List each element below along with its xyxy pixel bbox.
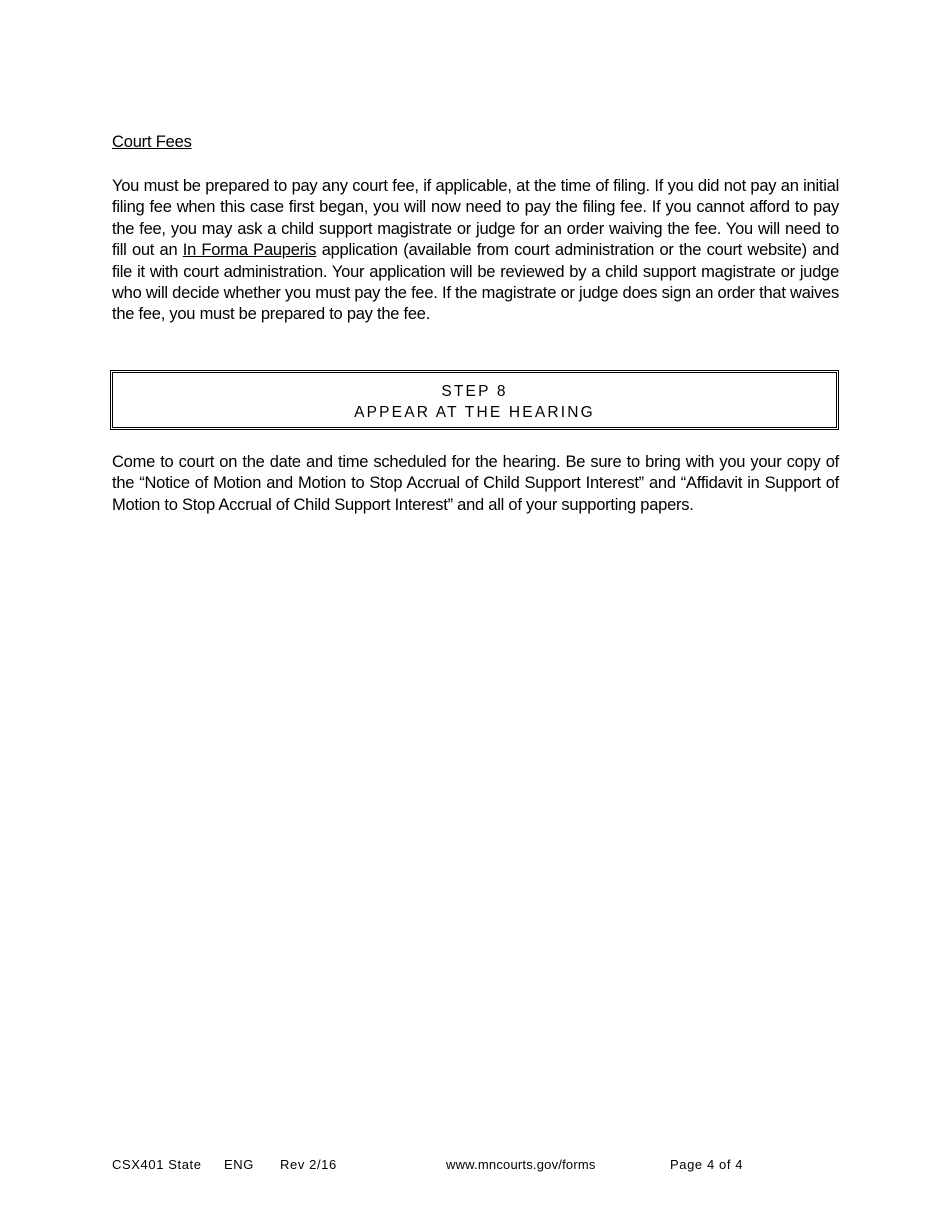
step-number: STEP 8 xyxy=(441,383,508,400)
step-title: APPEAR AT THE HEARING xyxy=(354,404,595,421)
footer-revision: Rev 2/16 xyxy=(280,1157,337,1172)
section-heading-court-fees: Court Fees xyxy=(112,133,192,151)
footer-language: ENG xyxy=(224,1157,254,1172)
footer-url: www.mncourts.gov/forms xyxy=(446,1157,596,1172)
in-forma-pauperis-term: In Forma Pauperis xyxy=(182,241,317,260)
step-8-box xyxy=(110,370,839,430)
footer-page-number: Page 4 of 4 xyxy=(670,1157,744,1172)
court-fees-paragraph xyxy=(112,176,839,326)
footer-form-id: CSX401 State xyxy=(112,1157,202,1172)
court-fees-text-part2: application (available from court administration or the court website) and file it with court administration. Your application will be reviewed by a child support magistrate or judge who will decide whether you must pay the fee. If the magistrate or judge does sign an order that waives the fee, you must be prepared to pay the fee. xyxy=(112,241,839,324)
hearing-paragraph: Come to court on the date and time scheduled for the hearing. Be sure to bring with you your copy of the “Notice of Motion and Motion to Stop Accrual of Child Support Interest” and “Affidavit in Support of Motion to Stop Accrual of Child Support Interest” and all of your supporting papers. xyxy=(112,453,839,514)
court-fees-text-part1: You must be prepared to pay any court fee, if applicable, at the time of filing. If you did not pay an initial filing fee when this case first began, you will now need to pay the filing fee. If you cannot afford to pay the fee, you may ask a child support magistrate or judge for an order waiving the fee. You will need to fill out an xyxy=(112,177,839,260)
